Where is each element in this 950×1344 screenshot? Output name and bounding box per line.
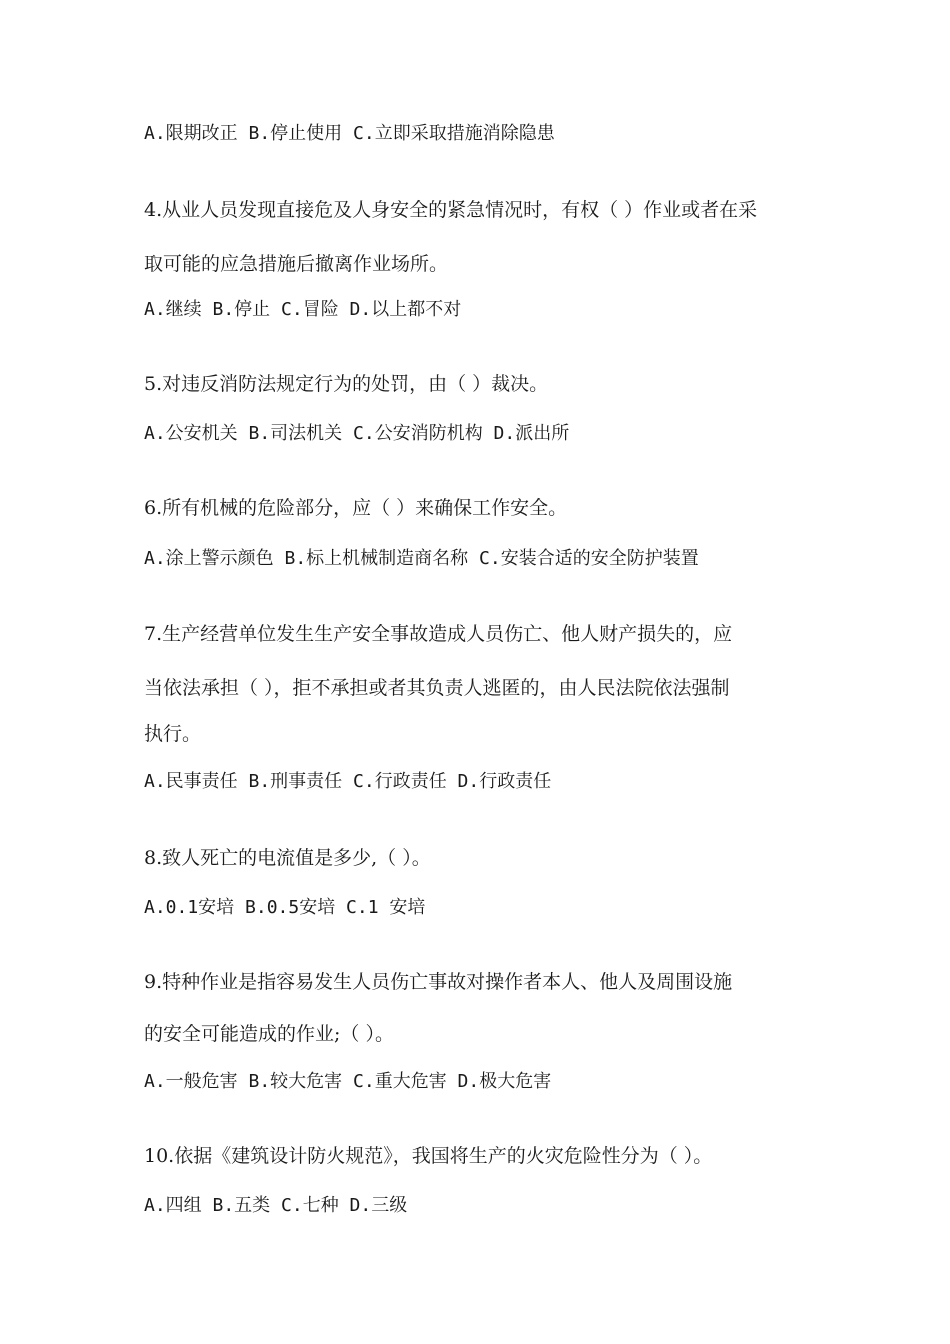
q5-text: 5.对违反消防法规定行为的处罚，由（ ）裁决。 bbox=[144, 373, 549, 395]
q7-text-line1: 7.生产经营单位发生生产安全事故造成人员伤亡、他人财产损失的，应 bbox=[144, 623, 733, 645]
q4-text-line1: 4.从业人员发现直接危及人身安全的紧急情况时，有权（ ）作业或者在采 bbox=[144, 199, 758, 221]
q9-text-line1: 9.特种作业是指容易发生人员伤亡事故对操作者本人、他人及周围设施 bbox=[144, 971, 733, 993]
q8-text: 8.致人死亡的电流值是多少,（ ）。 bbox=[144, 847, 431, 869]
q9-options: A.一般危害 B.较大危害 C.重大危害 D.极大危害 bbox=[144, 1071, 552, 1092]
q10-options: A.四组 B.五类 C.七种 D.三级 bbox=[144, 1195, 408, 1216]
q7-text-line2: 当依法承担（ ），拒不承担或者其负责人逃匿的，由人民法院依法强制 bbox=[144, 677, 730, 699]
q3-options: A.限期改正 B.停止使用 C.立即采取措施消除隐患 bbox=[144, 123, 555, 144]
q9-text-line2: 的安全可能造成的作业;（ ）。 bbox=[144, 1023, 394, 1045]
q6-options: A.涂上警示颜色 B.标上机械制造商名称 C.安装合适的安全防护装置 bbox=[144, 548, 699, 569]
q7-text-line3: 执行。 bbox=[144, 723, 202, 745]
q7-options: A.民事责任 B.刑事责任 C.行政责任 D.行政责任 bbox=[144, 771, 552, 792]
q10-text: 10.依据《建筑设计防火规范》，我国将生产的火灾危险性分为（ ）。 bbox=[144, 1145, 713, 1167]
q5-options: A.公安机关 B.司法机关 C.公安消防机构 D.派出所 bbox=[144, 423, 570, 444]
q4-options: A.继续 B.停止 C.冒险 D.以上都不对 bbox=[144, 299, 462, 320]
q6-text: 6.所有机械的危险部分，应（ ）来确保工作安全。 bbox=[144, 497, 568, 519]
q8-options: A.0.1安培 B.0.5安培 C.1 安培 bbox=[144, 897, 426, 918]
q4-text-line2: 取可能的应急措施后撤离作业场所。 bbox=[144, 253, 449, 275]
